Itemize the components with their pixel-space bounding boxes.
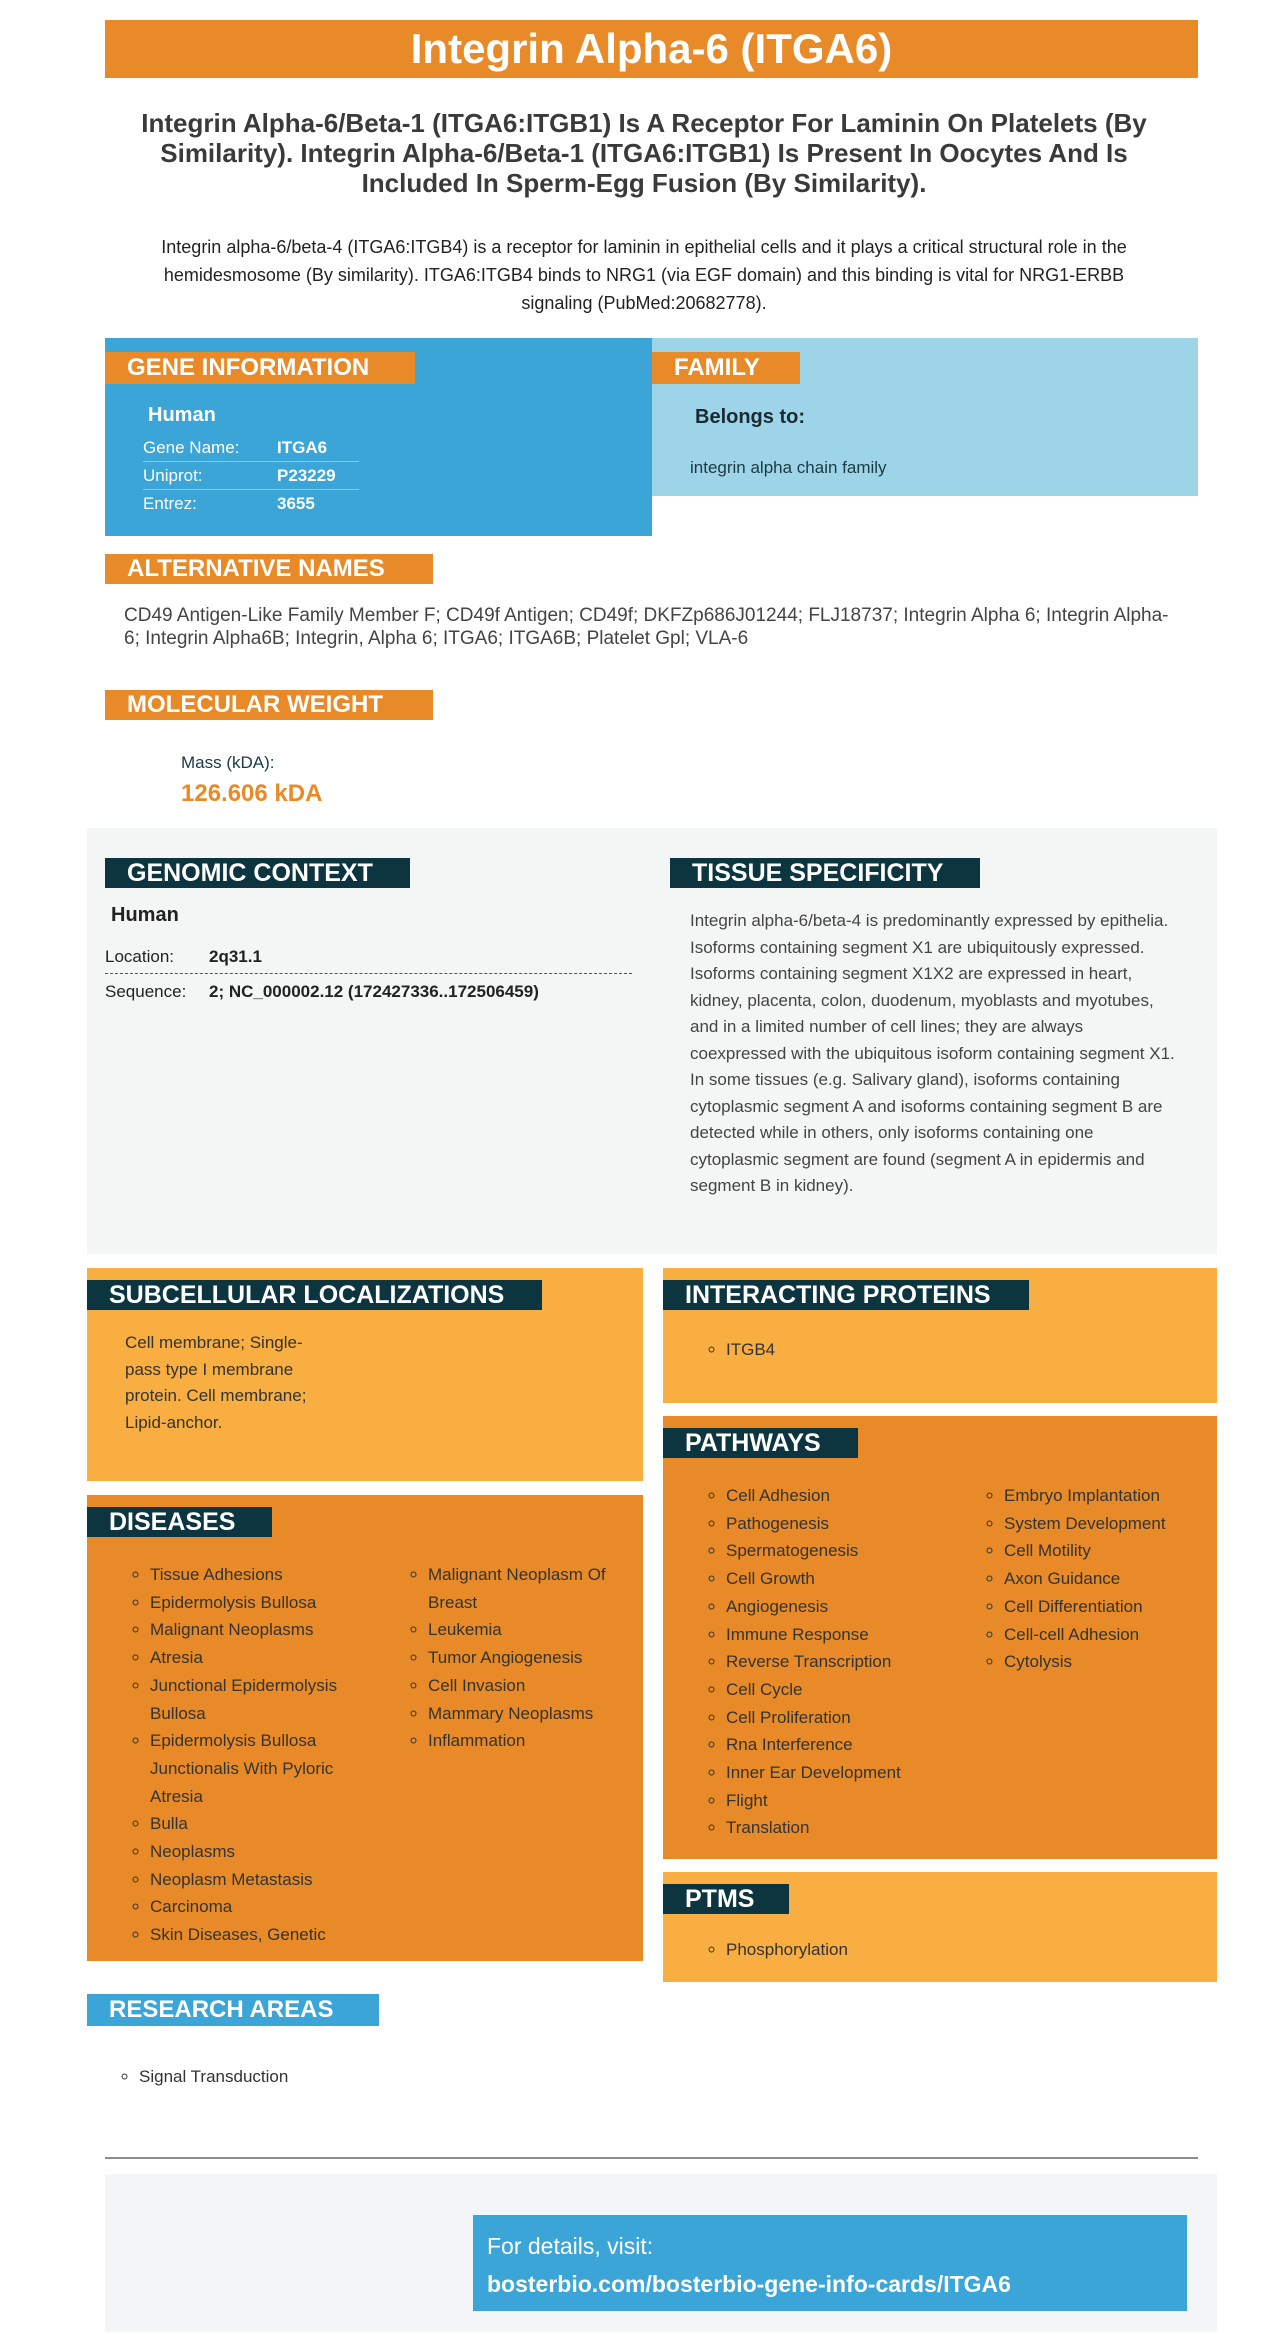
gene-species: Human xyxy=(148,404,216,426)
ptms-panel xyxy=(663,1872,1217,1982)
gene-description: Integrin alpha-6/beta-4 (ITGA6:ITGB4) is a receptor for laminin in epithelial cells and it plays a critical structural role in the hemidesmosome (By similarity). ITGA6:ITGB4 binds to NRG1 (via EGF domain) and this binding is vital for NRG1-ERBB signaling (PubMed:20682778). xyxy=(161,237,1127,313)
molecular-weight-heading: MOLECULAR WEIGHT xyxy=(105,690,433,720)
alternative-names-text: CD49 Antigen-Like Family Member F; CD49f Antigen; CD49f; DKFZp686J01244; FLJ18737; Integrin Alpha 6; Integrin Alpha-6; Integrin Alpha6B; Integrin, Alpha 6; ITGA6; ITGA6B; Platelet Gpl; VLA-6 xyxy=(124,605,1169,649)
page-title: Integrin Alpha-6 (ITGA6) xyxy=(105,20,1198,78)
family-heading: FAMILY xyxy=(652,352,800,384)
list-item: ◦ Skin Diseases, Genetic xyxy=(150,1921,368,1949)
mass-label: Mass (kDA): xyxy=(181,753,275,772)
list-item: ◦ Neoplasms xyxy=(150,1838,368,1866)
genomic-sequence-row xyxy=(105,976,665,1008)
list-item: ◦ Cell Motility xyxy=(1004,1537,1207,1565)
list-item: ◦ ITGB4 xyxy=(726,1336,775,1364)
list-item: ◦ Tumor Angiogenesis xyxy=(428,1644,631,1672)
list-item: ◦ Cytolysis xyxy=(1004,1648,1207,1676)
gene-info-value: P23229 xyxy=(277,466,336,485)
list-item: ◦ Cell Adhesion xyxy=(726,1482,954,1510)
list-item: ◦ Translation xyxy=(726,1814,954,1842)
details-url[interactable]: bosterbio.com/bosterbio-gene-info-cards/ITGA6 xyxy=(487,2271,1011,2297)
tissue-specificity-text: Integrin alpha-6/beta-4 is predominantly expressed by epithelia. Isoforms containing segment X1 are ubiquitously expressed. Isoforms containing segment X1X2 are expressed in heart, kidney, placenta, colon, duodenum, myoblasts and myotubes, and in a limited number of cell lines; they are always coexpressed with the ubiquitous isoform containing segment X1. In some tissues (e.g. Salivary gland), isoforms containing cytoplasmic segment A and isoforms containing segment B are detected while in others, only isoforms containing one cytoplasmic segment are found (segment A in epidermis and segment B in kidney). xyxy=(690,911,1175,1195)
list-item: ◦ Malignant Neoplasms xyxy=(150,1616,368,1644)
list-item: ◦ Tissue Adhesions xyxy=(150,1561,368,1589)
details-link-box[interactable] xyxy=(473,2215,1187,2311)
list-item: ◦ Bulla xyxy=(150,1810,368,1838)
research-areas-list xyxy=(117,2063,288,2091)
list-item: ◦ Cell Cycle xyxy=(726,1676,954,1704)
list-item: ◦ Embryo Implantation xyxy=(1004,1482,1207,1510)
list-item: ◦ Inner Ear Development xyxy=(726,1759,954,1787)
sequence-value: 2; NC_000002.12 (172427336..172506459) xyxy=(209,982,539,1001)
diseases-panel xyxy=(87,1495,643,1961)
list-item: ◦ Cell Growth xyxy=(726,1565,954,1593)
ptms-list xyxy=(704,1936,848,1964)
family-value: integrin alpha chain family xyxy=(690,458,887,477)
list-item: ◦ Phosphorylation xyxy=(726,1936,848,1964)
gene-information-heading: GENE INFORMATION xyxy=(105,352,415,384)
interacting-proteins-list xyxy=(704,1336,775,1364)
list-item: ◦ Neoplasm Metastasis xyxy=(150,1866,368,1894)
list-item: ◦ Epidermolysis Bullosa xyxy=(150,1589,368,1617)
gene-info-value: ITGA6 xyxy=(277,438,328,457)
interacting-proteins-heading: INTERACTING PROTEINS xyxy=(663,1280,1029,1310)
list-item: ◦ Inflammation xyxy=(428,1727,631,1755)
location-label: Location: xyxy=(105,947,174,966)
diseases-list-col2 xyxy=(406,1561,631,1755)
details-label: For details, visit: xyxy=(487,2233,654,2259)
pathways-list-col2 xyxy=(982,1482,1207,1676)
sequence-label: Sequence: xyxy=(105,982,187,1001)
list-item: ◦ Carcinoma xyxy=(150,1893,368,1921)
list-item: ◦ Angiogenesis xyxy=(726,1593,954,1621)
pathways-heading: PATHWAYS xyxy=(663,1428,858,1458)
list-item: ◦ Mammary Neoplasms xyxy=(428,1700,631,1728)
family-belongs-label: Belongs to: xyxy=(695,406,805,428)
list-item: ◦ Junctional Epidermolysis Bullosa xyxy=(150,1672,368,1727)
list-item: ◦ Cell Invasion xyxy=(428,1672,631,1700)
list-item: ◦ Cell Differentiation xyxy=(1004,1593,1207,1621)
gene-summary: Integrin Alpha-6/Beta-1 (ITGA6:ITGB1) Is A Receptor For Laminin On Platelets (By Similarity). Integrin Alpha-6/Beta-1 (ITGA6:ITGB1) Is Present In Oocytes And Is Included In Sperm-Egg Fusion (By Similarity). xyxy=(141,108,1147,198)
genomic-location-row xyxy=(105,940,632,974)
list-item: ◦ Flight xyxy=(726,1787,954,1815)
gene-info-key: Uniprot: xyxy=(143,466,203,485)
list-item: ◦ Cell-cell Adhesion xyxy=(1004,1621,1207,1649)
list-item: ◦ System Development xyxy=(1004,1510,1207,1538)
pathways-list-col1 xyxy=(704,1482,954,1842)
list-item: ◦ Atresia xyxy=(150,1644,368,1672)
list-item: ◦ Cell Proliferation xyxy=(726,1704,954,1732)
subcellular-localizations-heading: SUBCELLULAR LOCALIZATIONS xyxy=(87,1280,542,1310)
gene-info-row xyxy=(143,490,359,518)
list-item: ◦ Reverse Transcription xyxy=(726,1648,954,1676)
genomic-context-heading: GENOMIC CONTEXT xyxy=(105,858,410,888)
list-item: ◦ Rna Interference xyxy=(726,1731,954,1759)
location-value: 2q31.1 xyxy=(209,947,262,966)
family-panel xyxy=(652,338,1198,496)
subcellular-localizations-panel xyxy=(87,1268,643,1481)
gene-info-key: Entrez: xyxy=(143,494,197,513)
list-item: ◦ Immune Response xyxy=(726,1621,954,1649)
gene-info-row xyxy=(143,434,359,462)
genomic-species: Human xyxy=(111,904,179,926)
mass-value: 126.606 kDA xyxy=(181,780,323,807)
list-item: ◦ Pathogenesis xyxy=(726,1510,954,1538)
diseases-list-col1 xyxy=(128,1561,368,1949)
research-areas-heading: RESEARCH AREAS xyxy=(87,1994,379,2026)
list-item: ◦ Axon Guidance xyxy=(1004,1565,1207,1593)
alternative-names-heading: ALTERNATIVE NAMES xyxy=(105,554,433,584)
subcellular-localizations-text: Cell membrane; Single-pass type I membrane protein. Cell membrane; Lipid-anchor. xyxy=(125,1333,307,1432)
list-item: ◦ Spermatogenesis xyxy=(726,1537,954,1565)
gene-info-key: Gene Name: xyxy=(143,438,240,457)
list-item: ◦ Leukemia xyxy=(428,1616,631,1644)
gene-info-value: 3655 xyxy=(277,494,315,513)
ptms-heading: PTMS xyxy=(663,1884,789,1914)
gene-information-panel xyxy=(105,338,652,536)
interacting-proteins-panel xyxy=(663,1268,1217,1403)
footer-divider xyxy=(105,2157,1198,2159)
pathways-panel xyxy=(663,1416,1217,1859)
list-item: ◦ Epidermolysis Bullosa Junctionalis With Pyloric Atresia xyxy=(150,1727,368,1810)
tissue-specificity-heading: TISSUE SPECIFICITY xyxy=(670,858,980,888)
diseases-heading: DISEASES xyxy=(87,1507,272,1537)
list-item: ◦ Malignant Neoplasm Of Breast xyxy=(428,1561,631,1616)
gene-info-row xyxy=(143,462,359,490)
list-item: ◦ Signal Transduction xyxy=(139,2063,288,2091)
gene-info-table xyxy=(143,434,359,518)
